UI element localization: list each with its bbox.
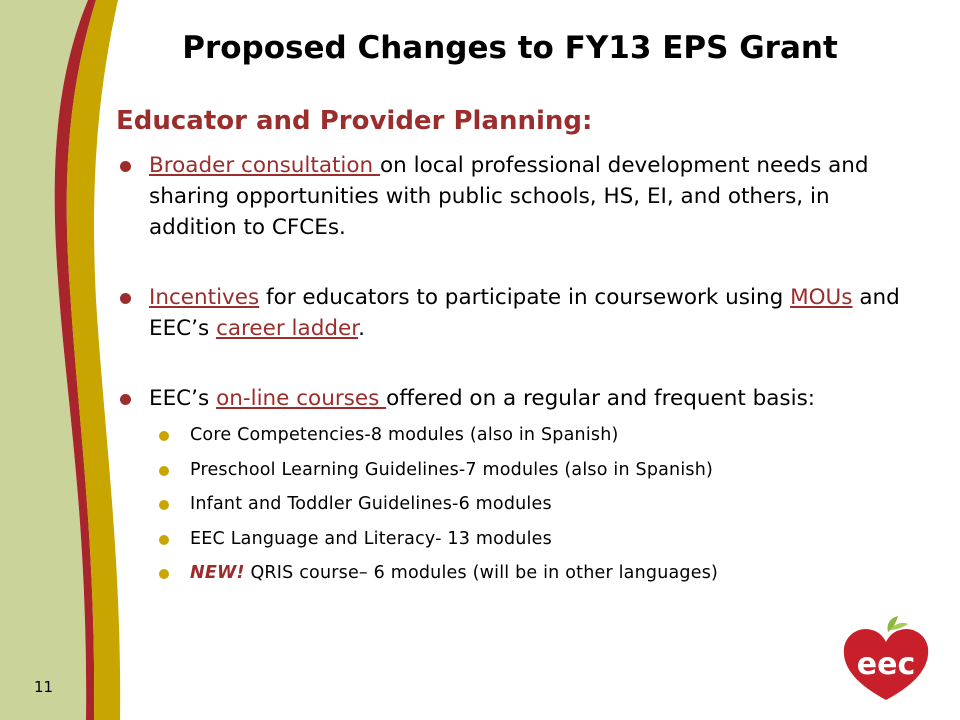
sub-list-item [149,453,916,488]
sub-bullet-dot-icon [159,569,169,579]
bullet-incentives [116,282,916,344]
bullet-dot-icon [120,293,131,304]
broader-consultation-link[interactable]: Broader consultation [149,153,381,178]
svg-text:eec: eec [856,647,916,682]
bullet-text: for educators to participate in coursework using [259,285,791,310]
section-heading: Educator and Provider Planning: [116,106,593,136]
sub-list-item [149,487,916,522]
bullet-dot-icon [120,394,131,405]
bullet-text: . [358,316,365,341]
sub-item-text: EEC Language and Literacy- 13 modules [190,528,552,549]
bullet-list [116,150,916,591]
sub-item-text: Infant and Toddler Guidelines-6 modules [190,494,552,514]
bullet-online-courses [116,383,916,591]
sub-bullet-dot-icon [159,466,169,476]
sub-item-text: Preschool Learning Guidelines-7 modules (also in Spanish) [190,459,714,480]
sub-list-item-new [149,556,916,591]
sub-list-item [149,522,916,557]
sub-item-text: Core Competencies-8 modules (also in Spanish) [190,425,619,445]
slide-title: Proposed Changes to FY13 EPS Grant [182,30,838,66]
sub-item-text: QRIS course– 6 modules (will be in other languages) [244,563,719,583]
new-label: NEW! [190,563,245,583]
left-decorative-swoosh [0,0,130,720]
eec-logo [836,612,936,702]
bullet-dot-icon [120,161,131,172]
online-courses-link[interactable]: on-line courses [216,386,387,411]
bullet-text: EEC’s [149,386,217,411]
sub-list-item [149,418,916,453]
slide-number: 11 [34,678,54,696]
bullet-consultation [116,150,916,243]
sub-bullet-dot-icon [159,431,169,441]
career-ladder-link[interactable]: career ladder [216,316,359,341]
mous-link[interactable]: MOUs [790,285,853,310]
bullet-text: on local professional development needs and sharing opportunities with public schools, HS, EI, and others, in addition to CFCEs. [149,153,869,240]
incentives-link[interactable]: Incentives [149,285,260,310]
bullet-text: offered on a regular and frequent basis: [386,386,816,411]
sub-bullet-dot-icon [159,535,169,545]
sub-bullet-dot-icon [159,500,169,510]
bullet-text: and EEC’s [149,285,900,341]
course-sub-list [149,418,916,591]
